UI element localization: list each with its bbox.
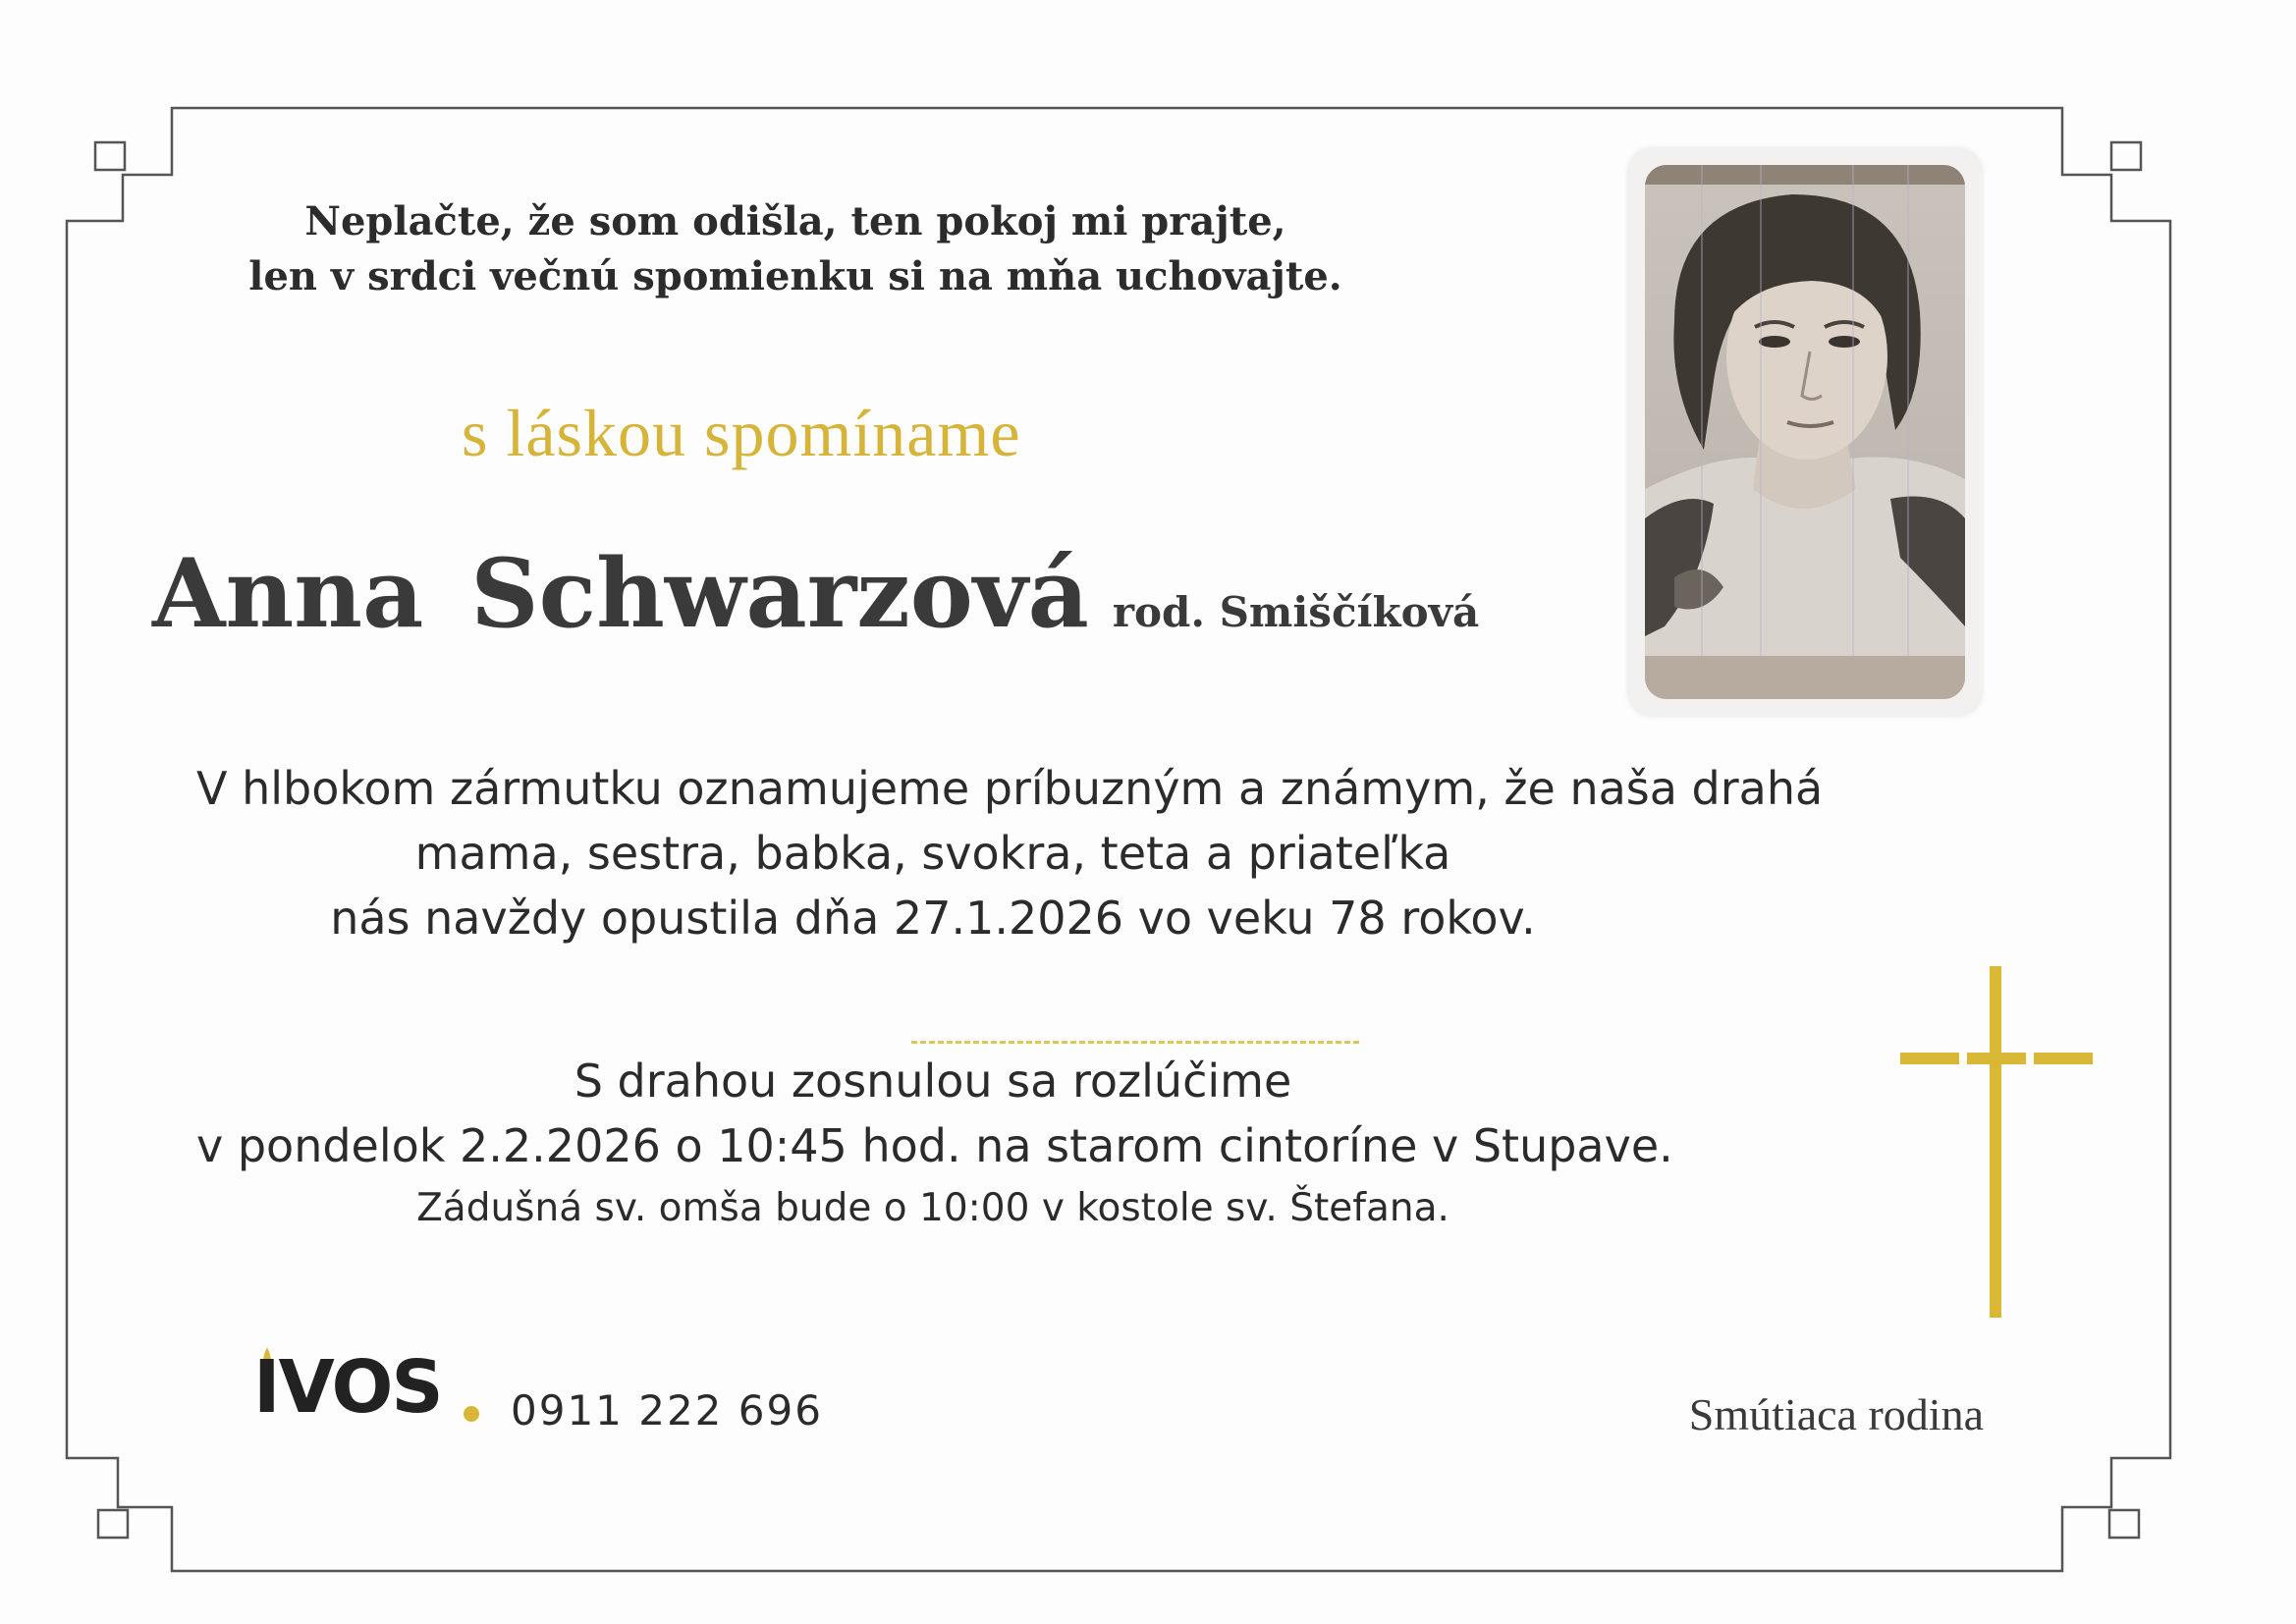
portrait-image (1645, 165, 1965, 699)
remembrance-heading: s láskou spomíname (462, 396, 1021, 470)
announcement-line-1: V hlbokom zármutku oznamujeme príbuzným a známym, že naša drahá (196, 762, 1824, 815)
ivos-logo: IVOS (253, 1345, 442, 1430)
gold-divider (911, 1041, 1359, 1044)
announcement-line-3: nás navždy opustila dňa 27.1.2026 vo veku 78 rokov. (330, 892, 1536, 945)
farewell-line-1: S drahou zosnulou sa rozlúčime (574, 1055, 1292, 1108)
mass-info: Zádušná sv. omša bude o 10:00 v kostole sv. Štefana. (416, 1186, 1449, 1230)
funeral-details (196, 1049, 1673, 1239)
poem-line-2: len v srdci večnú spomienku si na mňa uchovajte. (248, 253, 1342, 299)
death-announcement (196, 756, 1824, 950)
signature: Smútiaca rodina (1688, 1389, 1984, 1439)
last-name: Schwarzová (470, 538, 1089, 649)
farewell-line-2: v pondelok 2.2.2026 o 10:45 hod. na starom cintoríne v Stupave. (196, 1119, 1673, 1172)
cross-icon (1900, 966, 2093, 1318)
first-name: Anna (152, 538, 424, 649)
separator-dot (464, 1406, 479, 1422)
portrait-photo (1627, 147, 1983, 717)
announcement-line-2: mama, sestra, babka, svokra, teta a priateľka (414, 827, 1451, 880)
deceased-name (152, 538, 1479, 649)
phone-number: 0911 222 696 (511, 1386, 823, 1435)
memorial-poem (157, 194, 1434, 304)
poem-line-1: Neplačte, že som odišla, ten pokoj mi prajte, (304, 198, 1286, 244)
maiden-name: rod. Smiščíková (1112, 588, 1480, 636)
